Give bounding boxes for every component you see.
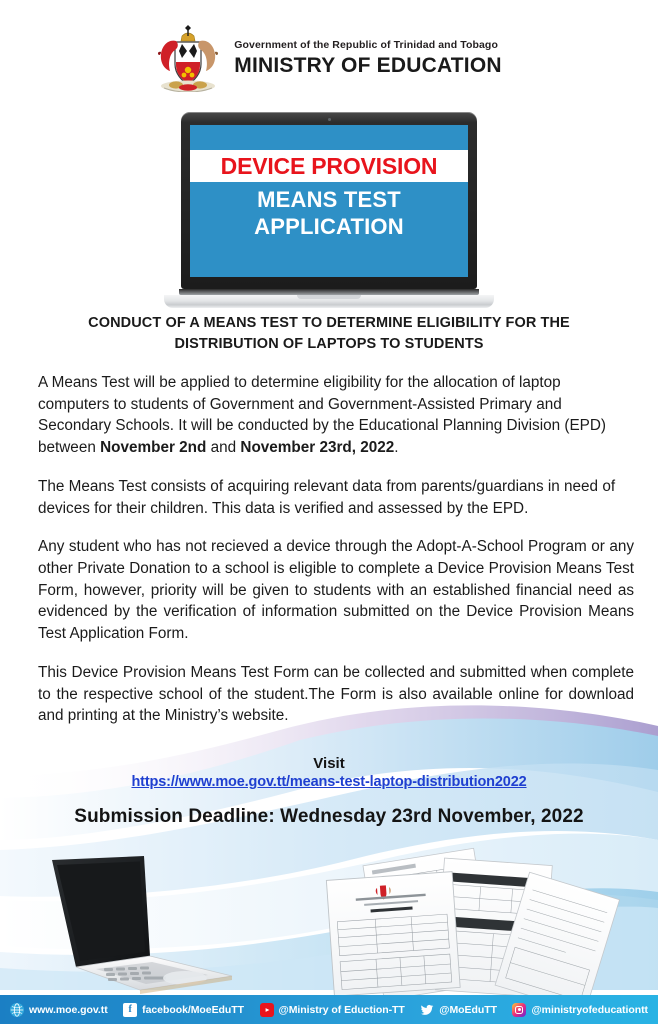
- footer-label-youtube: @Ministry of Eduction-TT: [278, 1003, 405, 1016]
- website-link[interactable]: https://www.moe.gov.tt/means-test-laptop-distribution2022: [131, 774, 527, 790]
- facebook-icon: f: [123, 1003, 137, 1017]
- body-copy: [38, 372, 634, 744]
- instagram-dot: [518, 1008, 521, 1011]
- footer-item-website[interactable]: [10, 1003, 108, 1017]
- laptop-screen: [190, 125, 468, 277]
- footer-item-youtube[interactable]: [260, 1003, 405, 1017]
- instagram-lens: [515, 1006, 523, 1014]
- laptop-base: [164, 295, 494, 308]
- bottom-artwork: [0, 838, 658, 998]
- open-laptop-illustration: [52, 856, 232, 994]
- submission-deadline: Submission Deadline: Wednesday 23rd November, 2022: [74, 806, 584, 827]
- paragraph-2: The Means Test consists of acquiring relevant data from parents/guardians in need of devices for their children. This data is verified and assessed by the EPD.: [38, 477, 616, 517]
- paragraph-3: Any student who has not recieved a device through the Adopt-A-School Program or any other Private Donation to a school is eligible to complete a Device Provision Means Test Form, however, priority will be given to students with an established financial need as evidenced by the verification of information submitted on the Device Provision Means Test Application Form.: [38, 538, 634, 643]
- coat-of-arms-icon: [156, 24, 220, 92]
- paragraph-1: A Means Test will be applied to determine eligibility for the allocation of laptop computers to students of Government and Government-Assisted Primary and Secondary Schools. It will be conducted by the Educational Planning Division (EPD) between November 2nd and November 23rd, 2022.: [38, 374, 606, 457]
- footer-label-website: www.moe.gov.tt: [29, 1003, 108, 1016]
- laptop-lid: [181, 112, 477, 289]
- visit-label: Visit: [313, 755, 345, 772]
- hero-subtitle-line1: MEANS TEST: [257, 187, 401, 212]
- footer-label-twitter: @MoEduTT: [439, 1003, 497, 1016]
- footer-item-facebook[interactable]: [123, 1003, 244, 1017]
- hero-subtitle: [190, 187, 468, 241]
- header-text-block: [234, 37, 501, 78]
- instagram-icon: [512, 1003, 526, 1017]
- screen-title-band: [190, 150, 468, 182]
- paragraph-4: This Device Provision Means Test Form can be collected and submitted when complete to the respective school of the student.The Form is also available online for download and printing at the Ministry’s website.: [38, 663, 634, 725]
- webcam-icon: [328, 118, 331, 121]
- hero-subtitle-line2: APPLICATION: [254, 213, 404, 239]
- footer-label-facebook: facebook/MoeEduTT: [142, 1003, 244, 1016]
- footer-item-twitter[interactable]: [420, 1003, 497, 1017]
- footer-label-instagram: @ministryofeducationtt: [531, 1003, 648, 1016]
- page-header: [0, 24, 658, 92]
- social-footer-bar: [0, 995, 658, 1024]
- page-title: CONDUCT OF A MEANS TEST TO DETERMINE ELIGIBILITY FOR THE DISTRIBUTION OF LAPTOPS TO STUDENTS: [88, 315, 570, 353]
- hero-laptop: [164, 112, 494, 308]
- hero-title-red: DEVICE PROVISION: [220, 152, 438, 179]
- ministry-line: MINISTRY OF EDUCATION: [234, 54, 502, 78]
- globe-icon: [10, 1003, 24, 1017]
- visit-block: [0, 755, 658, 791]
- twitter-icon: [420, 1003, 434, 1017]
- youtube-icon: [260, 1003, 274, 1017]
- footer-item-instagram[interactable]: [512, 1003, 647, 1017]
- application-forms-illustration: [326, 848, 619, 998]
- government-line: Government of the Republic of Trinidad and Tobago: [234, 39, 498, 52]
